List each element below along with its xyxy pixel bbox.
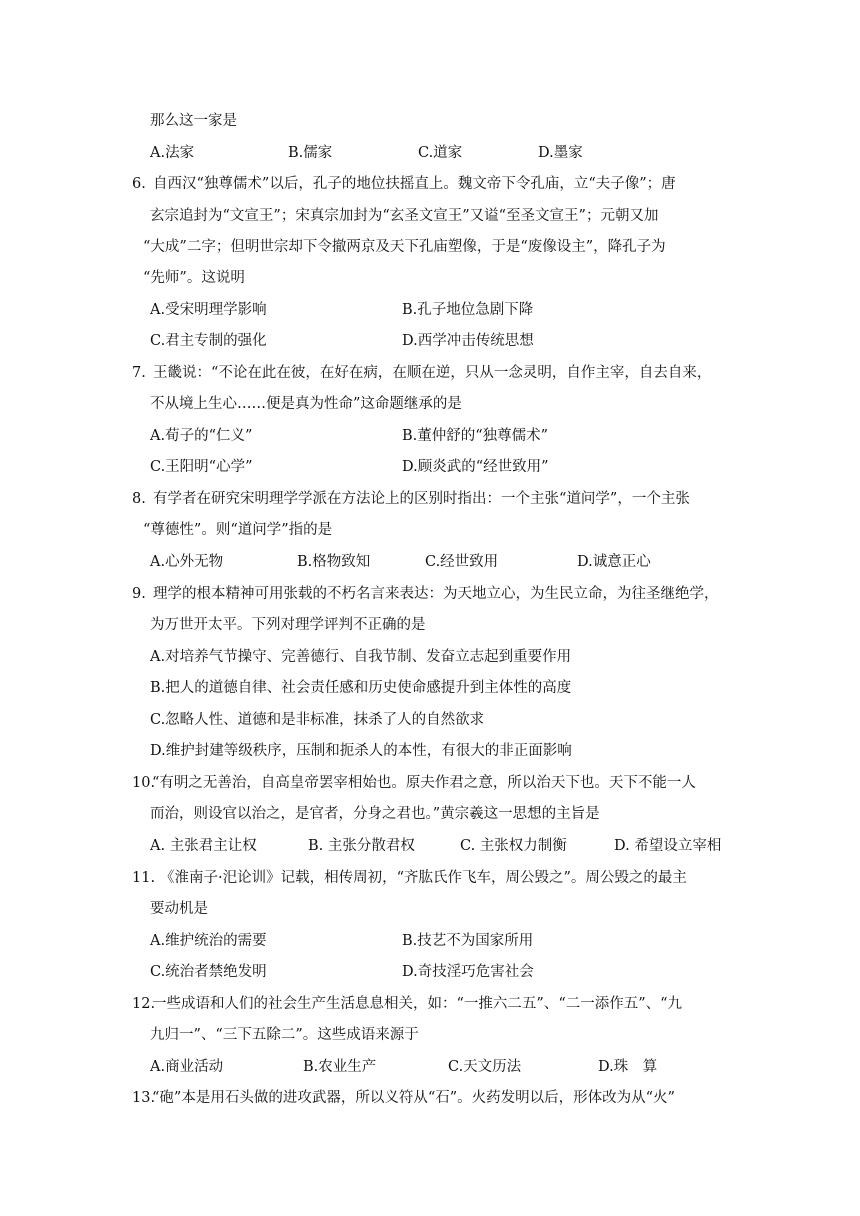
q5-option-c: C.道家 [418,145,463,161]
q12-option-d: D.珠 算 [598,1059,658,1075]
q10-option-c: C. 主张权力制衡 [460,838,567,854]
q8-option-a: A.心外无物 [150,554,224,570]
q10-stem-line-1: “有明之无善治，自高皇帝罢宰相始也。原夫作君之意，所以治天下也。天下不能一人 [152,775,696,791]
q6-stem-line-1: 自西汉“独尊儒术”以后，孔子的地位扶摇直上。魏文帝下令孔庙，立“夫子像”；唐 [153,176,676,192]
q9-stem-line-2: 为万世开太平。下列对理学评判不正确的是 [150,617,426,633]
q13-number: 13. [132,1090,156,1106]
q7-option-d: D.顾炎武的“经世致用” [402,459,549,475]
q5-option-b: B.儒家 [288,145,333,161]
q6-stem-line-3: “大成”二字；但明世宗却下令撤两京及天下孔庙塑像，于是“废像设主”，降孔子为 [143,239,666,255]
q7-stem-line-1: 王畿说：“不论在此在彼，在好在病，在顺在逆，只从一念灵明，自作主宰，自去自来， [153,365,712,381]
q7-stem-line-2: 不从境上生心……便是真为性命”这命题继承的是 [150,396,462,412]
q11-stem-line-1: 《淮南子·汜论训》记载，相传周初，“齐肱氏作飞车，周公毁之”。周公毁之的最主 [160,870,687,886]
q5-stem-tail: 那么这一家是 [150,113,237,129]
q10-stem-line-2: 而治，则设官以治之，是官者，分身之君也。”黄宗羲这一思想的主旨是 [150,806,600,822]
q6-stem-line-4: “先师”。这说明 [143,270,245,286]
q5-option-a: A.法家 [150,145,195,161]
q9-stem-line-1: 理学的根本精神可用张载的不朽名言来表达：为天地立心，为生民立命，为往圣继绝学， [153,586,719,602]
q11-option-d: D.奇技淫巧危害社会 [402,964,534,980]
q6-stem-line-2: 玄宗追封为“文宣王”；宋真宗加封为“玄圣文宣王”又谥“至圣文宣王”；元朝又加 [150,208,659,224]
q6-option-c: C.君主专制的强化 [150,333,267,349]
q11-number: 11. [132,870,156,886]
q11-option-b: B.技艺不为国家所用 [402,933,534,949]
q12-option-c: C.天文历法 [448,1059,522,1075]
q7-option-c: C.王阳明“心学” [150,459,253,475]
q9-number: 9. [132,586,146,602]
q7-number: 7. [132,365,146,381]
q6-option-b: B.孔子地位急剧下降 [402,302,534,318]
q9-option-b: B.把人的道德自律、社会责任感和历史使命感提升到主体性的高度 [150,680,572,696]
q5-option-d: D.墨家 [538,145,583,161]
q13-stem-line-1: “砲”本是用石头做的进攻武器，所以义符从“石”。火药发明以后，形体改为从“火” [152,1090,675,1106]
q12-option-a: A.商业活动 [150,1059,224,1075]
q8-number: 8. [132,491,146,507]
q7-option-b: B.董仲舒的“独尊儒术” [402,428,549,444]
q10-option-b: B. 主张分散君权 [308,838,415,854]
q11-option-a: A.维护统治的需要 [150,933,267,949]
q9-option-a: A.对培养气节操守、完善德行、自我节制、发奋立志起到重要作用 [150,649,572,665]
q12-stem-line-1: 一些成语和人们的社会生产生活息息相关，如：“一推六二五”、“二一添作五”、“九 [152,996,683,1012]
q11-stem-line-2: 要动机是 [150,901,208,917]
q12-option-b: B.农业生产 [303,1059,377,1075]
q7-option-a: A.荀子的“仁义” [150,428,253,444]
q11-option-c: C.统治者禁绝发明 [150,964,267,980]
q8-option-b: B.格物致知 [297,554,371,570]
q10-option-d: D. 希望设立宰相 [614,838,722,854]
q8-option-c: C.经世致用 [425,554,499,570]
q9-option-c: C.忽略人性、道德和是非标准，抹杀了人的自然欲求 [150,712,485,728]
q8-option-d: D.诚意正心 [577,554,651,570]
q6-option-a: A.受宋明理学影响 [150,302,267,318]
q6-option-d: D.西学冲击传统思想 [402,333,534,349]
q12-stem-line-2: 九归一”、“三下五除二”。这些成语来源于 [150,1027,419,1043]
q6-number: 6. [132,176,146,192]
q10-option-a: A. 主张君主让权 [150,838,257,854]
q8-stem-line-1: 有学者在研究宋明理学学派在方法论上的区别时指出：一个主张“道问学”，一个主张 [153,491,690,507]
q10-number: 10. [132,775,156,791]
q8-stem-line-2: “尊德性”。则“道问学”指的是 [143,522,333,538]
q9-option-d: D.维护封建等级秩序，压制和扼杀人的本性，有很大的非正面影响 [150,743,572,759]
q12-number: 12. [132,996,156,1012]
